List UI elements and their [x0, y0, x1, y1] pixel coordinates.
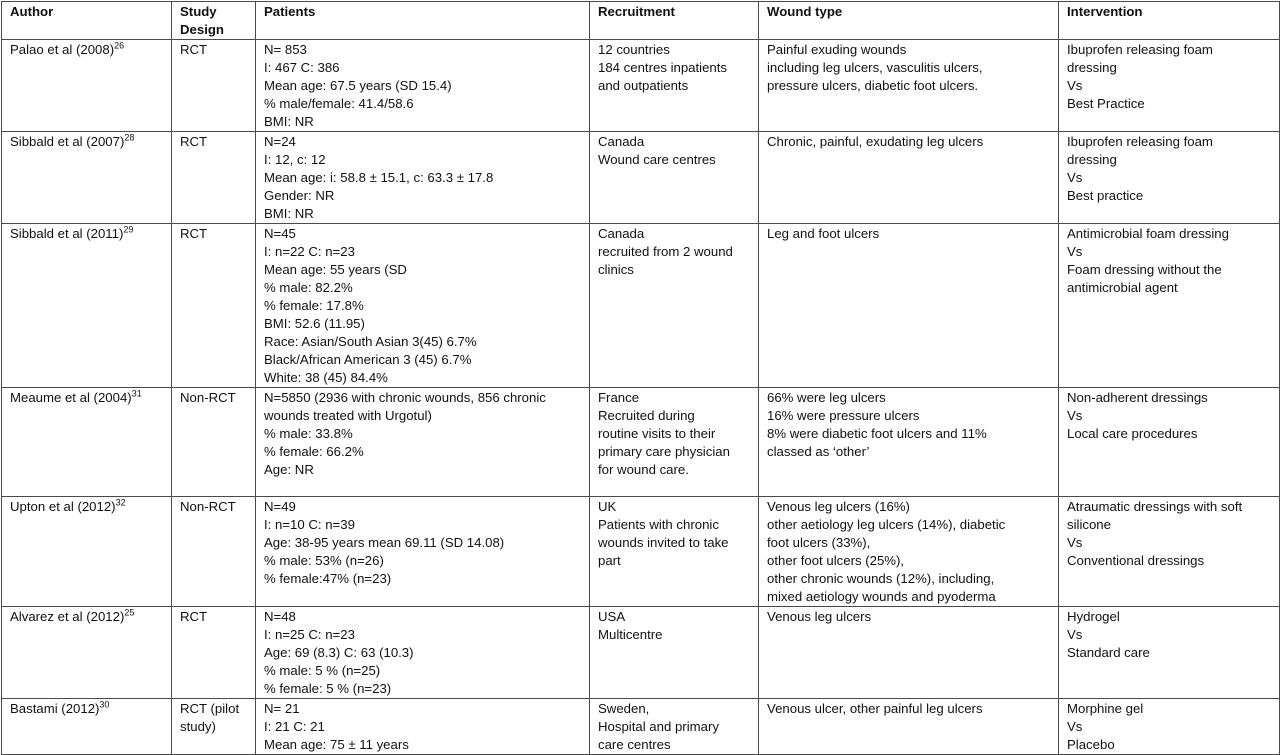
reference-number: 32: [115, 497, 126, 508]
cell-line: Best practice: [1067, 188, 1144, 203]
wound-type-cell: [759, 132, 1059, 224]
patients-cell: [256, 607, 590, 699]
recruitment-cell: [590, 497, 759, 607]
cell-line: Antimicrobial foam dressing: [1067, 226, 1229, 241]
cell-line: antimicrobial agent: [1067, 280, 1178, 295]
cell-line: Atraumatic dressings with soft: [1067, 499, 1243, 514]
cell-line: Vs: [1067, 170, 1083, 185]
wound-type-cell: [759, 224, 1059, 388]
cell-line: mixed aetiology wounds and pyoderma: [767, 589, 996, 604]
author-name: Sibbald et al (2007): [10, 134, 125, 149]
patients-cell: [256, 699, 590, 755]
cell-line: Multicentre: [598, 627, 663, 642]
cell-line: Venous leg ulcers (16%): [767, 499, 910, 514]
recruitment-cell: [590, 388, 759, 497]
cell-line: other chronic wounds (12%), including,: [767, 571, 995, 586]
study-design-cell: [172, 388, 256, 497]
cell-line: N= 853: [264, 42, 307, 57]
cell-line: Mean age: 75 ± 11 years: [264, 737, 409, 752]
cell-line: Wound care centres: [598, 152, 716, 167]
cell-line: Non-RCT: [180, 499, 236, 514]
cell-line: RCT: [180, 226, 208, 241]
recruitment-cell: [590, 607, 759, 699]
cell-line: RCT: [180, 42, 208, 57]
author-cell: [2, 132, 172, 224]
cell-line: % male: 53% (n=26): [264, 553, 384, 568]
cell-line: Venous ulcer, other painful leg ulcers: [767, 701, 983, 716]
recruitment-cell: [590, 699, 759, 755]
author-cell: [2, 607, 172, 699]
table-row: [2, 388, 1280, 497]
cell-line: Vs: [1067, 408, 1083, 423]
cell-line: Vs: [1067, 627, 1083, 642]
cell-line: Chronic, painful, exudating leg ulcers: [767, 134, 984, 149]
cell-line: part: [598, 553, 621, 568]
cell-line: classed as ‘other’: [767, 444, 870, 459]
recruitment-cell: [590, 132, 759, 224]
column-header-patients: Patients: [256, 2, 590, 40]
cell-line: % female: 66.2%: [264, 444, 364, 459]
cell-line: N=24: [264, 134, 296, 149]
cell-line: Mean age: 55 years (SD: [264, 262, 407, 277]
cell-line: Race: Asian/South Asian 3(45) 6.7%: [264, 334, 477, 349]
cell-line: Vs: [1067, 535, 1083, 550]
cell-line: Canada: [598, 226, 645, 241]
wound-type-cell: [759, 388, 1059, 497]
cell-line: Venous leg ulcers: [767, 609, 872, 624]
intervention-cell: [1059, 388, 1280, 497]
cell-line: I: 467 C: 386: [264, 60, 340, 75]
patients-cell: [256, 40, 590, 132]
author-cell: [2, 497, 172, 607]
author-name: Sibbald et al (2011): [10, 226, 124, 241]
reference-number: 25: [124, 607, 135, 618]
cell-line: dressing: [1067, 152, 1117, 167]
cell-line: care centres: [598, 737, 671, 752]
table-row: [2, 607, 1280, 699]
study-design-cell: [172, 699, 256, 755]
cell-line: 12 countries: [598, 42, 670, 57]
cell-line: Recruited during: [598, 408, 695, 423]
cell-line: Sweden,: [598, 701, 650, 716]
cell-line: N= 21: [264, 701, 300, 716]
wound-type-cell: [759, 699, 1059, 755]
cell-line: France: [598, 390, 640, 405]
cell-line: wounds invited to take: [598, 535, 729, 550]
intervention-cell: [1059, 607, 1280, 699]
studies-table: [1, 1, 1280, 755]
cell-line: 66% were leg ulcers: [767, 390, 886, 405]
cell-line: BMI: 52.6 (11.95): [264, 316, 365, 331]
cell-line: % female: 17.8%: [264, 298, 364, 313]
reference-number: 28: [124, 132, 135, 143]
cell-line: wounds treated with Urgotul): [264, 408, 432, 423]
cell-line: I: n=10 C: n=39: [264, 517, 355, 532]
cell-line: RCT: [180, 134, 208, 149]
cell-line: BMI: NR: [264, 114, 314, 129]
cell-line: primary care physician: [598, 444, 730, 459]
cell-line: clinics: [598, 262, 634, 277]
cell-line: Gender: NR: [264, 188, 335, 203]
patients-cell: [256, 224, 590, 388]
cell-line: 16% were pressure ulcers: [767, 408, 920, 423]
cell-line: Mean age: 67.5 years (SD 15.4): [264, 78, 452, 93]
author-cell: [2, 40, 172, 132]
cell-line: % male: 82.2%: [264, 280, 353, 295]
intervention-cell: [1059, 699, 1280, 755]
recruitment-cell: [590, 224, 759, 388]
cell-line: Morphine gel: [1067, 701, 1144, 716]
cell-line: White: 38 (45) 84.4%: [264, 370, 388, 385]
cell-line: 8% were diabetic foot ulcers and 11%: [767, 426, 987, 441]
author-name: Bastami (2012): [10, 701, 100, 716]
cell-line: Local care procedures: [1067, 426, 1198, 441]
cell-line: Age: 38-95 years mean 69.11 (SD 14.08): [264, 535, 505, 550]
cell-line: and outpatients: [598, 78, 689, 93]
cell-line: N=5850 (2936 with chronic wounds, 856 chronic: [264, 390, 546, 405]
author-cell: [2, 224, 172, 388]
cell-line: Leg and foot ulcers: [767, 226, 880, 241]
cell-line: recruited from 2 wound: [598, 244, 733, 259]
cell-line: Age: 69 (8.3) C: 63 (10.3): [264, 645, 414, 660]
study-design-cell: [172, 607, 256, 699]
cell-line: Ibuprofen releasing foam: [1067, 134, 1213, 149]
cell-line: 184 centres inpatients: [598, 60, 728, 75]
cell-line: Best Practice: [1067, 96, 1145, 111]
cell-line: % male/female: 41.4/58.6: [264, 96, 414, 111]
cell-line: Canada: [598, 134, 645, 149]
intervention-cell: [1059, 40, 1280, 132]
cell-line: routine visits to their: [598, 426, 716, 441]
cell-line: Standard care: [1067, 645, 1150, 660]
cell-line: BMI: NR: [264, 206, 314, 221]
cell-line: I: 12, c: 12: [264, 152, 326, 167]
cell-line: Conventional dressings: [1067, 553, 1205, 568]
cell-line: other aetiology leg ulcers (14%), diabetic: [767, 517, 1006, 532]
cell-line: dressing: [1067, 60, 1117, 75]
cell-line: Black/African American 3 (45) 6.7%: [264, 352, 472, 367]
cell-line: Age: NR: [264, 462, 314, 477]
intervention-cell: [1059, 132, 1280, 224]
author-name: Meaume et al (2004): [10, 390, 132, 405]
author-name: Upton et al (2012): [10, 499, 116, 514]
author-name: Alvarez et al (2012): [10, 609, 125, 624]
cell-line: I: 21 C: 21: [264, 719, 325, 734]
cell-line: RCT: [180, 609, 208, 624]
cell-line: Ibuprofen releasing foam: [1067, 42, 1213, 57]
table-row: [2, 497, 1280, 607]
reference-number: 29: [123, 224, 134, 235]
intervention-cell: [1059, 224, 1280, 388]
cell-line: Non-adherent dressings: [1067, 390, 1208, 405]
cell-line: RCT (pilot: [180, 701, 240, 716]
cell-line: silicone: [1067, 517, 1111, 532]
wound-type-cell: [759, 40, 1059, 132]
cell-line: Painful exuding wounds: [767, 42, 907, 57]
reference-number: 31: [131, 388, 142, 399]
cell-line: Non-RCT: [180, 390, 236, 405]
cell-line: Foam dressing without the: [1067, 262, 1222, 277]
header-row: [2, 2, 1280, 40]
patients-cell: [256, 388, 590, 497]
cell-line: foot ulcers (33%),: [767, 535, 871, 550]
cell-line: Hydrogel: [1067, 609, 1120, 624]
cell-line: Vs: [1067, 719, 1083, 734]
author-cell: [2, 699, 172, 755]
column-header-intervention: Intervention: [1059, 2, 1280, 40]
cell-line: N=49: [264, 499, 296, 514]
reference-number: 26: [114, 40, 125, 51]
cell-line: Hospital and primary: [598, 719, 719, 734]
study-design-cell: [172, 132, 256, 224]
cell-line: I: n=25 C: n=23: [264, 627, 355, 642]
study-design-cell: [172, 497, 256, 607]
cell-line: pressure ulcers, diabetic foot ulcers.: [767, 78, 979, 93]
table-row: [2, 224, 1280, 388]
recruitment-cell: [590, 40, 759, 132]
study-design-cell: [172, 224, 256, 388]
cell-line: including leg ulcers, vasculitis ulcers,: [767, 60, 983, 75]
cell-line: study): [180, 719, 216, 734]
cell-line: I: n=22 C: n=23: [264, 244, 355, 259]
author-name: Palao et al (2008): [10, 42, 115, 57]
author-cell: [2, 388, 172, 497]
cell-line: Vs: [1067, 78, 1083, 93]
cell-line: other foot ulcers (25%),: [767, 553, 905, 568]
cell-line: % female: 5 % (n=23): [264, 681, 392, 696]
cell-line: N=48: [264, 609, 296, 624]
cell-line: Placebo: [1067, 737, 1115, 752]
wound-type-cell: [759, 607, 1059, 699]
wound-type-cell: [759, 497, 1059, 607]
cell-line: % female:47% (n=23): [264, 571, 392, 586]
column-header-author: Author: [2, 2, 172, 40]
reference-number: 30: [99, 699, 110, 710]
study-design-cell: [172, 40, 256, 132]
table-row: [2, 132, 1280, 224]
cell-line: for wound care.: [598, 462, 689, 477]
cell-line: N=45: [264, 226, 296, 241]
patients-cell: [256, 132, 590, 224]
intervention-cell: [1059, 497, 1280, 607]
cell-line: Vs: [1067, 244, 1083, 259]
table-row: [2, 699, 1280, 755]
table-row: [2, 40, 1280, 132]
patients-cell: [256, 497, 590, 607]
cell-line: % male: 33.8%: [264, 426, 353, 441]
column-header-recruitment: Recruitment: [590, 2, 759, 40]
cell-line: Patients with chronic: [598, 517, 719, 532]
column-header-wound-type: Wound type: [759, 2, 1059, 40]
cell-line: USA: [598, 609, 626, 624]
cell-line: Mean age: i: 58.8 ± 15.1, c: 63.3 ± 17.8: [264, 170, 494, 185]
cell-line: % male: 5 % (n=25): [264, 663, 381, 678]
column-header-study-design: Study Design: [172, 2, 256, 40]
cell-line: UK: [598, 499, 617, 514]
